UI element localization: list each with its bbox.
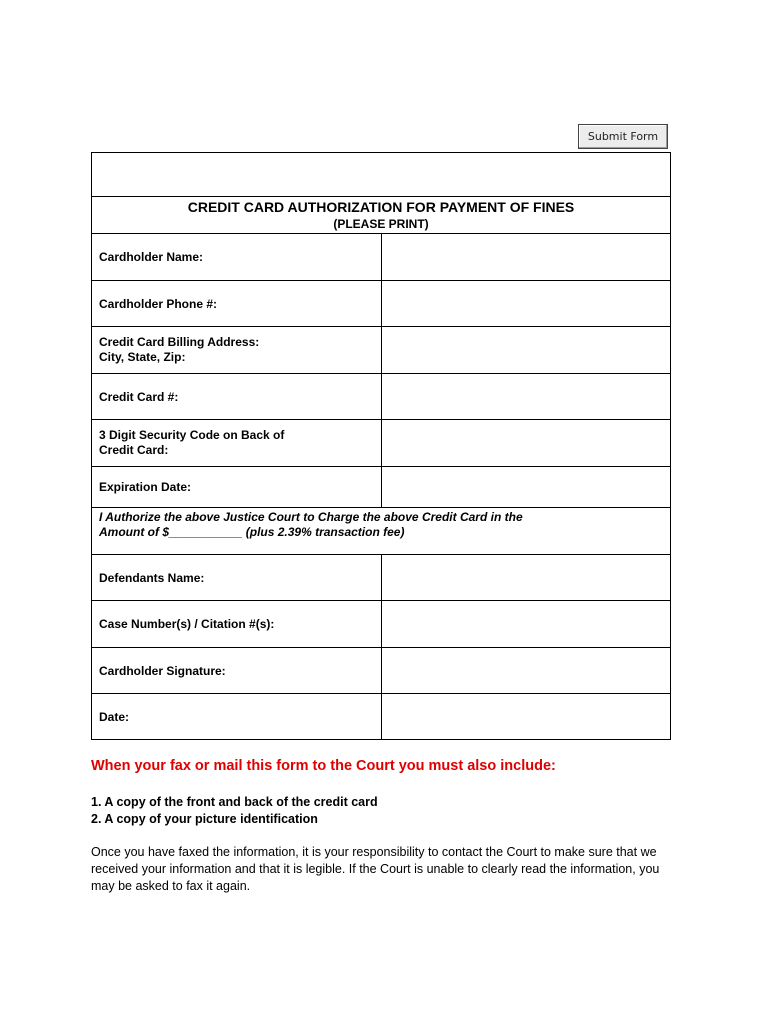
date-field[interactable]: [382, 708, 671, 725]
defendants-name-field[interactable]: [382, 569, 671, 586]
card-number-cell: [381, 374, 671, 420]
date-cell: [381, 694, 671, 740]
requirement-item: 1. A copy of the front and back of the credit card: [91, 795, 378, 809]
form-header-blank: [92, 153, 671, 197]
case-number-row: [92, 601, 671, 648]
authorization-statement: [92, 508, 671, 555]
form-title: CREDIT CARD AUTHORIZATION FOR PAYMENT OF FINES: [187, 199, 575, 215]
card-number-label: Credit Card #:: [92, 374, 382, 420]
date-label: Date:: [92, 694, 382, 740]
security-code-label-line2: Credit Card:: [99, 443, 169, 457]
date-row: [92, 694, 671, 740]
authorization-line2: Amount of $___________ (plus 2.39% transaction fee): [99, 525, 405, 539]
defendants-name-row: [92, 555, 671, 601]
form-header-blank-row: [92, 153, 671, 197]
billing-address-field[interactable]: [382, 342, 671, 359]
billing-address-label-line2: City, State, Zip:: [99, 350, 186, 364]
security-code-field[interactable]: [382, 435, 671, 452]
cardholder-name-cell: [381, 234, 671, 281]
authorization-row: [92, 508, 671, 555]
security-code-label: [92, 420, 382, 467]
billing-address-label-line1: Credit Card Billing Address:: [99, 335, 260, 349]
expiration-row: [92, 467, 671, 508]
requirement-item: 2. A copy of your picture identification: [91, 812, 318, 826]
expiration-cell: [381, 467, 671, 508]
signature-field[interactable]: [382, 662, 671, 679]
signature-row: [92, 648, 671, 694]
billing-address-cell: [381, 327, 671, 374]
cardholder-phone-cell: [381, 281, 671, 327]
expiration-label: Expiration Date:: [92, 467, 382, 508]
defendants-name-cell: [381, 555, 671, 601]
authorization-line1: I Authorize the above Justice Court to Charge the above Credit Card in the: [99, 510, 523, 524]
requirements-list: [91, 794, 378, 828]
cardholder-phone-row: [92, 281, 671, 327]
form-title-cell: [92, 197, 671, 234]
case-number-cell: [381, 601, 671, 648]
signature-cell: [381, 648, 671, 694]
submit-form-button[interactable]: Submit Form: [578, 124, 668, 149]
form-title-row: [92, 197, 671, 234]
authorization-form: [91, 152, 671, 740]
expiration-field[interactable]: [382, 479, 671, 496]
case-number-field[interactable]: [382, 616, 671, 633]
security-code-row: [92, 420, 671, 467]
form-subtitle: (PLEASE PRINT): [333, 217, 429, 231]
cardholder-name-field[interactable]: [382, 249, 671, 266]
security-code-cell: [381, 420, 671, 467]
responsibility-paragraph: Once you have faxed the information, it is your responsibility to contact the Court to make sure that we received your information and that it is legible. If the Court is unable to clearly read the information, you may be asked to fax it again.: [91, 845, 660, 893]
cardholder-phone-label: Cardholder Phone #:: [92, 281, 382, 327]
security-code-label-line1: 3 Digit Security Code on Back of: [99, 428, 285, 442]
billing-address-row: [92, 327, 671, 374]
include-notice: When your fax or mail this form to the Court you must also include:: [91, 758, 556, 774]
billing-address-label: [92, 327, 382, 374]
signature-label: Cardholder Signature:: [92, 648, 382, 694]
card-number-row: [92, 374, 671, 420]
cardholder-phone-field[interactable]: [382, 295, 671, 312]
cardholder-name-row: [92, 234, 671, 281]
case-number-label: Case Number(s) / Citation #(s):: [92, 601, 382, 648]
cardholder-name-label: Cardholder Name:: [92, 234, 382, 281]
card-number-field[interactable]: [382, 388, 671, 405]
defendants-name-label: Defendants Name:: [92, 555, 382, 601]
